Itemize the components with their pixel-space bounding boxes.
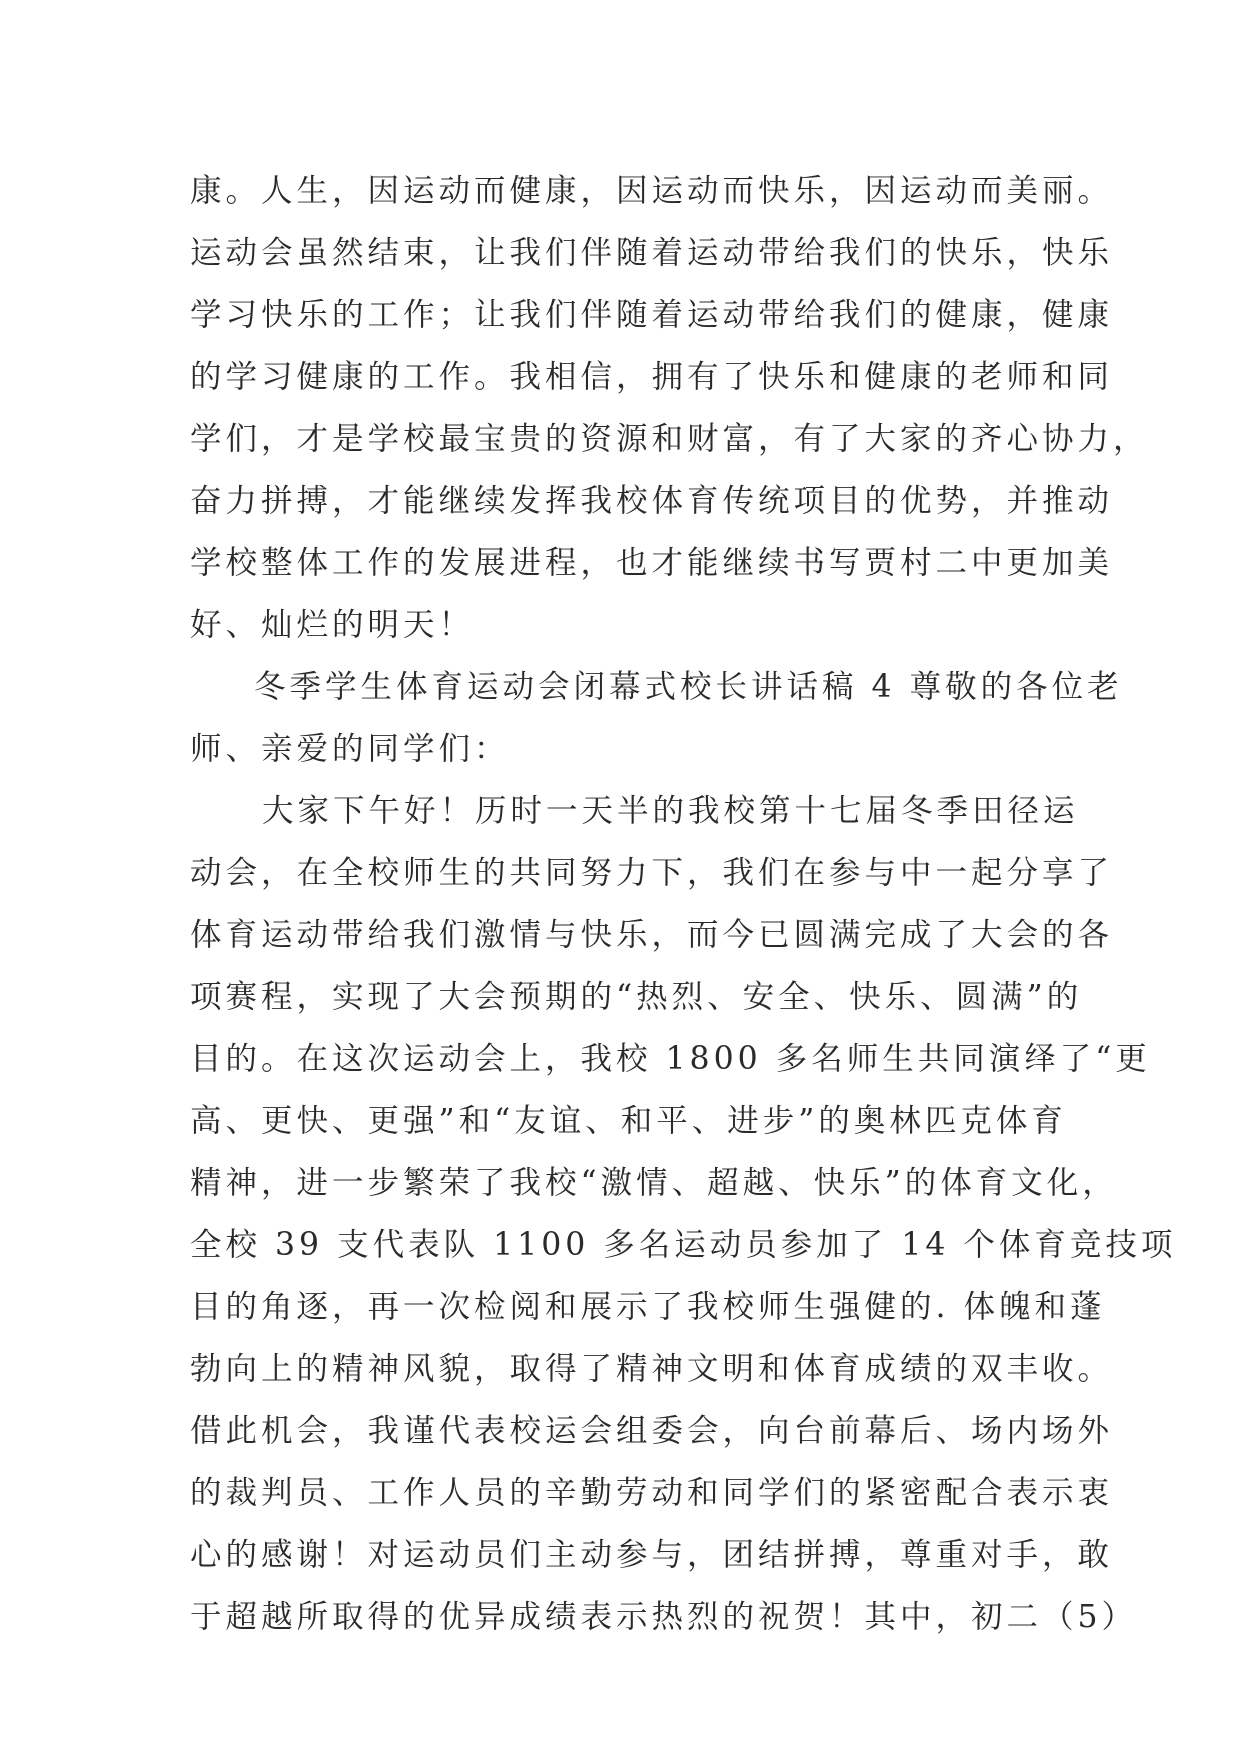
text-line: 的学习健康的工作。我相信，拥有了快乐和健康的老师和同 [190,359,1114,395]
text-line: 运动会虽然结束，让我们伴随着运动带给我们的快乐，快乐 [190,235,1114,271]
text-line: 的裁判员、工作人员的辛勤劳动和同学们的紧密配合表示衷 [190,1475,1114,1511]
body-text [190,160,1177,1648]
text-line: 目的角逐，再一次检阅和展示了我校师生强健的. 体魄和蓬 [190,1289,1106,1325]
text-line: 体育运动带给我们激情与快乐，而今已圆满完成了大会的各 [190,917,1114,953]
text-line: 康。人生，因运动而健康，因运动而快乐，因运动而美丽。 [190,173,1114,209]
text-line: 好、灿烂的明天！ [190,607,475,643]
paragraph-start-line: 大家下午好！历时一天半的我校第十七届冬季田径运 [262,793,1079,829]
text-line: 高、更快、更强”和“友谊、和平、进步”的奥林匹克体育 [190,1103,1067,1139]
text-line: 借此机会，我谨代表校运会组委会，向台前幕后、场内场外 [190,1413,1114,1449]
text-line: 勃向上的精神风貌，取得了精神文明和体育成绩的双丰收。 [190,1351,1114,1387]
section-heading-line: 冬季学生体育运动会闭幕式校长讲话稿 4 尊敬的各位老 [254,669,1123,705]
text-line: 动会，在全校师生的共同努力下，我们在参与中一起分享了 [190,855,1114,891]
text-line: 项赛程，实现了大会预期的“热烈、安全、快乐、圆满”的 [190,979,1083,1015]
text-line: 师、亲爱的同学们： [190,731,510,767]
text-line: 全校 39 支代表队 1100 多名运动员参加了 14 个体育竞技项 [190,1227,1177,1263]
text-line: 目的。在这次运动会上，我校 1800 多名师生共同演绎了“更 [190,1041,1151,1077]
text-line: 于超越所取得的优异成绩表示热烈的祝贺！其中，初二（5） [190,1599,1138,1635]
text-line: 心的感谢！对运动员们主动参与，团结拼搏，尊重对手，敢 [190,1537,1114,1573]
text-line: 学校整体工作的发展进程，也才能继续书写贾村二中更加美 [190,545,1114,581]
text-line: 奋力拼搏，才能继续发挥我校体育传统项目的优势，并推动 [190,483,1114,519]
text-line: 学们，才是学校最宝贵的资源和财富，有了大家的齐心协力， [190,421,1149,457]
text-line: 学习快乐的工作；让我们伴随着运动带给我们的健康，健康 [190,297,1114,333]
text-line: 精神，进一步繁荣了我校“激情、超越、快乐”的体育文化， [190,1165,1118,1201]
